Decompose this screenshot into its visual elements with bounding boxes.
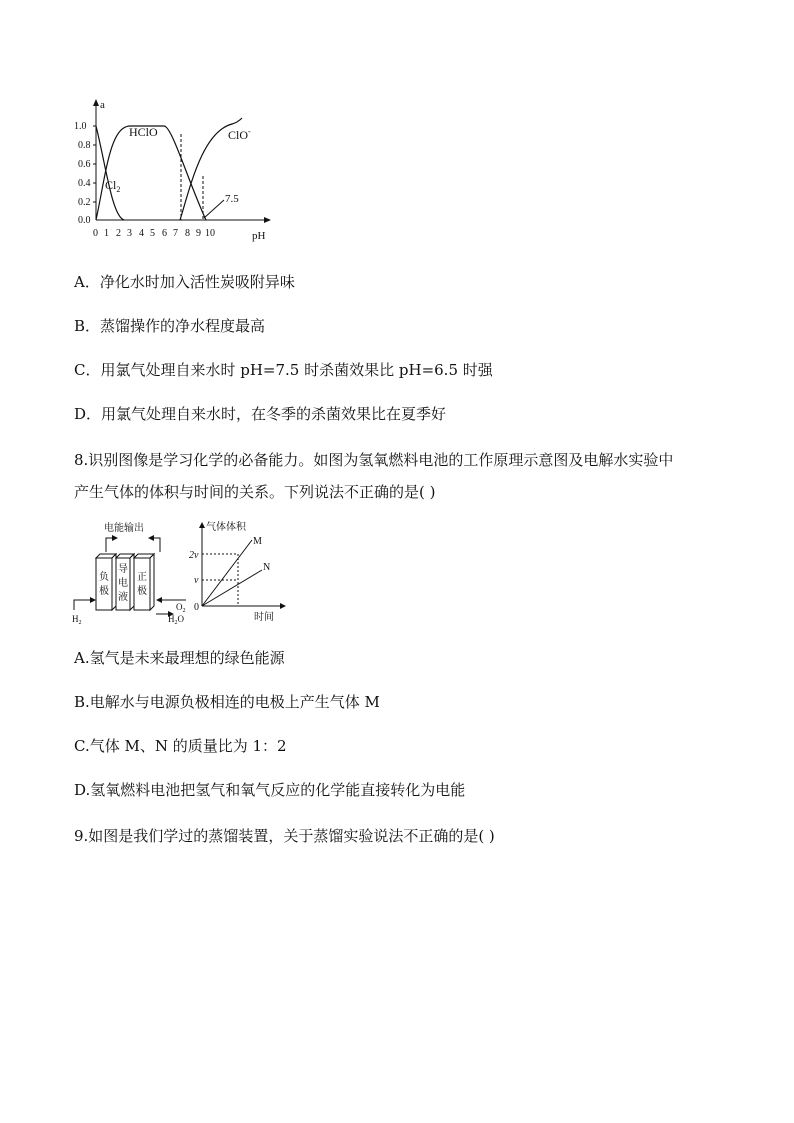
x-tick-label: 5 — [150, 228, 155, 239]
option-a: A．净化水时加入活性炭吸附异味 — [74, 273, 295, 291]
hclo-label: HClO — [129, 125, 158, 139]
tick-v: v — [194, 575, 199, 586]
y-tick-labels — [74, 121, 91, 226]
y-axis-arrow — [93, 99, 99, 106]
origin-label: 0 — [194, 602, 199, 613]
line-n-label: N — [263, 562, 271, 573]
y-tick-label: 0.8 — [78, 140, 91, 151]
distribution-chart — [70, 96, 280, 246]
y-tick-label: 0.0 — [78, 215, 91, 226]
electrolyte-char: 电 — [118, 578, 128, 589]
x-axis-arrow — [264, 217, 271, 223]
x-tick-label: 9 — [196, 228, 201, 239]
neg-electrode-char: 负 — [99, 572, 109, 583]
option-d: D.氢氧燃料电池把氢气和氧气反应的化学能直接转化为电能 — [74, 781, 466, 799]
x-tick-label: 1 — [104, 228, 109, 239]
x-tick-label: 2 — [116, 228, 121, 239]
x-tick-label: 10 — [205, 228, 215, 239]
y-tick-label: 0.2 — [78, 197, 91, 208]
x-tick-label: 8 — [185, 228, 190, 239]
y-tick-label: 0.6 — [78, 159, 91, 170]
option-b: B．蒸馏操作的净水程度最高 — [74, 317, 266, 335]
pos-electrode-char: 正 — [137, 572, 147, 583]
option-c: C.气体 M、N 的质量比为 1：2 — [74, 737, 287, 755]
time-axis-label: 时间 — [254, 612, 274, 623]
x-tick-labels — [93, 228, 215, 239]
h2-label: $H_2$ — [72, 614, 82, 626]
option-b: B.电解水与电源负极相连的电极上产生气体 M — [74, 693, 380, 711]
o2-label: $O_2$ — [176, 602, 186, 614]
y-tick-label: 1.0 — [74, 121, 87, 132]
line-m — [202, 540, 252, 606]
line-m-label: M — [253, 536, 262, 547]
x-tick-label: 6 — [162, 228, 167, 239]
output-label: 电能输出 — [104, 523, 144, 534]
y-axis-label: a — [100, 99, 105, 111]
option-c: C．用氯气处理自来水时 pH=7.5 时杀菌效果比 pH=6.5 时强 — [74, 361, 493, 379]
figure-fuel-cell — [68, 518, 293, 630]
tick-2v: 2v — [189, 550, 199, 561]
electrolyte-char: 导 — [118, 564, 128, 575]
electrolyte-char: 液 — [118, 592, 128, 603]
option-d: D．用氯气处理自来水时，在冬季的杀菌效果比在夏季好 — [74, 405, 447, 423]
line-n — [202, 570, 262, 606]
option-a: A.氢气是未来最理想的绿色能源 — [74, 649, 285, 667]
x-axis-label: pH — [252, 230, 266, 242]
x-tick-label: 4 — [139, 228, 144, 239]
y-tick-label: 0.4 — [78, 178, 91, 189]
x-tick-label: 0 — [93, 228, 98, 239]
volume-axis-label: 气体体积 — [206, 522, 246, 533]
neg-electrode-char: 极 — [99, 586, 109, 597]
pointer-line — [204, 200, 224, 218]
cl2-label: $Cl_2$ — [105, 178, 121, 194]
question-9-stem: 9.如图是我们学过的蒸馏装置，关于蒸馏实验说法不正确的是( ) — [74, 827, 495, 845]
fuel-cell-diagram — [68, 518, 293, 630]
hclo-curve — [96, 126, 206, 220]
clo-label: ClO- — [228, 127, 251, 142]
cl2-curve — [96, 126, 124, 220]
x-tick-label: 3 — [127, 228, 132, 239]
question-8-stem-line1: 8.识别图像是学习化学的必备能力。如图为氢氧燃料电池的工作原理示意图及电解水实验中 — [74, 451, 674, 469]
x-tick-label: 7 — [173, 228, 178, 239]
ph-7-5-label: 7.5 — [225, 193, 239, 205]
question-8-stem-line2: 产生气体的体积与时间的关系。下列说法不正确的是( ) — [74, 483, 436, 501]
h2o-label: $H_2O$ — [168, 614, 184, 626]
pos-electrode-char: 极 — [137, 586, 147, 597]
figure-chlorine-distribution — [70, 96, 280, 246]
